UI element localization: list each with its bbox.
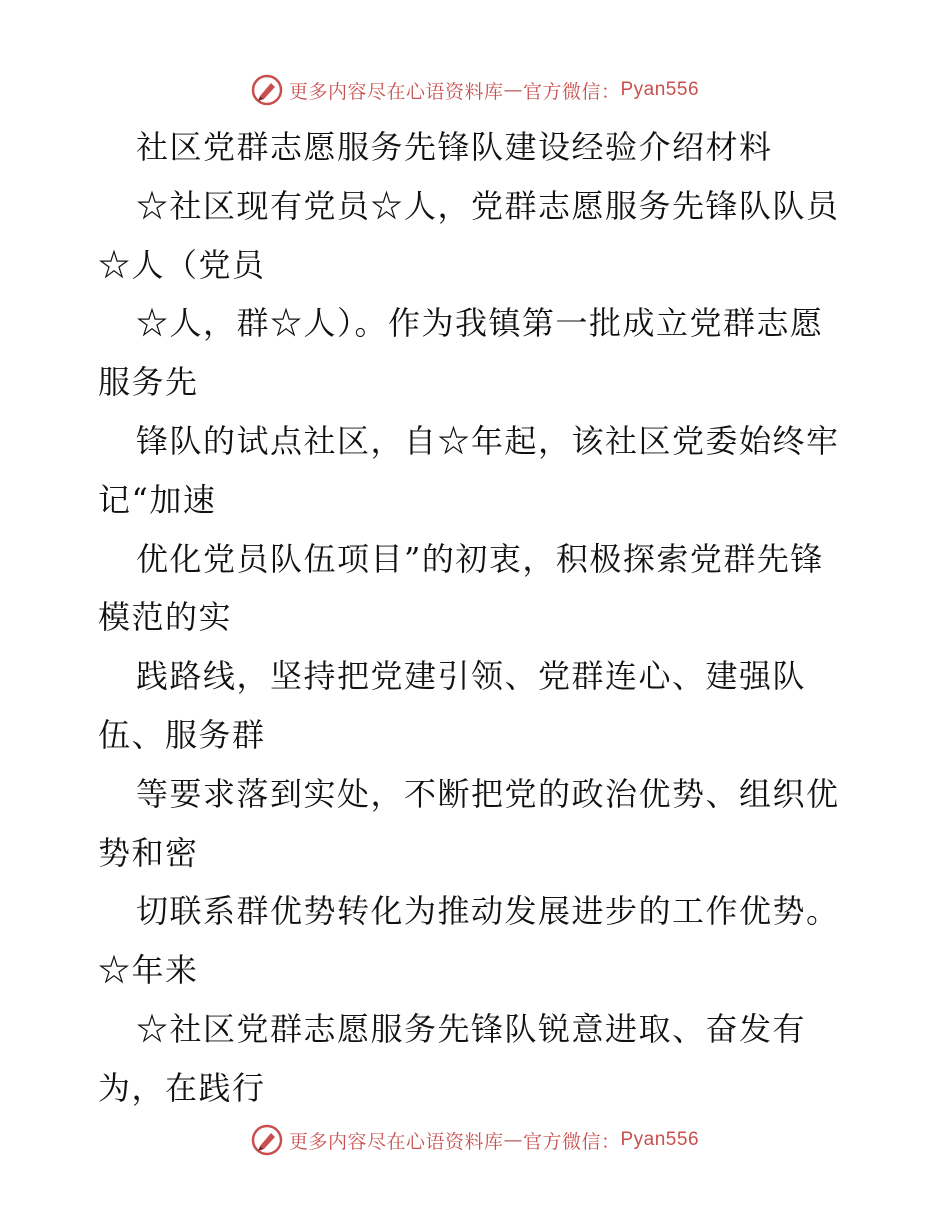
- document-title: 社区党群志愿服务先锋队建设经验介绍材料: [136, 128, 773, 166]
- header-watermark: [0, 68, 950, 112]
- paragraph-line: 为，在践行: [98, 1068, 266, 1107]
- paragraph-line: 践路线，坚持把党建引领、党群连心、建强队: [136, 657, 807, 696]
- pen-nib-logo-icon: [251, 74, 283, 106]
- watermark-separator: —: [503, 1129, 523, 1151]
- watermark-text: 更多内容尽在心语资料库: [288, 80, 504, 103]
- watermark-label: 官方微信：: [522, 80, 621, 103]
- paragraph-line: 锋队的试点社区，自☆年起，该社区党委始终牢: [136, 421, 840, 460]
- watermark-account: Pyan556: [620, 1129, 700, 1150]
- paragraph-line: 记“加速: [98, 480, 217, 519]
- paragraph-line: 势和密: [98, 833, 199, 872]
- paragraph-line: 等要求落到实处，不断把党的政治优势、组织优: [136, 774, 840, 813]
- watermark-label: 官方微信：: [522, 1130, 621, 1153]
- watermark-text: 更多内容尽在心语资料库: [288, 1130, 504, 1153]
- document-body: [98, 118, 858, 1118]
- paragraph-line: ☆人，群☆人）。作为我镇第一批成立党群志愿: [136, 304, 824, 343]
- paragraph-line: 服务先: [98, 363, 199, 402]
- paragraph-line: ☆年来: [98, 951, 199, 990]
- paragraph-line: 模范的实: [98, 598, 233, 637]
- paragraph-line: ☆人（党员: [98, 245, 266, 284]
- pen-nib-logo-icon: [251, 1124, 283, 1156]
- paragraph-line: 伍、服务群: [98, 715, 266, 754]
- watermark-account: Pyan556: [620, 79, 700, 100]
- paragraph-line: 切联系群优势转化为推动发展进步的工作优势。: [136, 892, 840, 931]
- paragraph-line: ☆社区现有党员☆人，党群志愿服务先锋队队员: [136, 186, 840, 225]
- watermark-separator: —: [503, 79, 523, 101]
- footer-watermark: [0, 1118, 950, 1162]
- paragraph-line: ☆社区党群志愿服务先锋队锐意进取、奋发有: [136, 1009, 807, 1048]
- paragraph-line: 优化党员队伍项目”的初衷，积极探索党群先锋: [136, 539, 824, 578]
